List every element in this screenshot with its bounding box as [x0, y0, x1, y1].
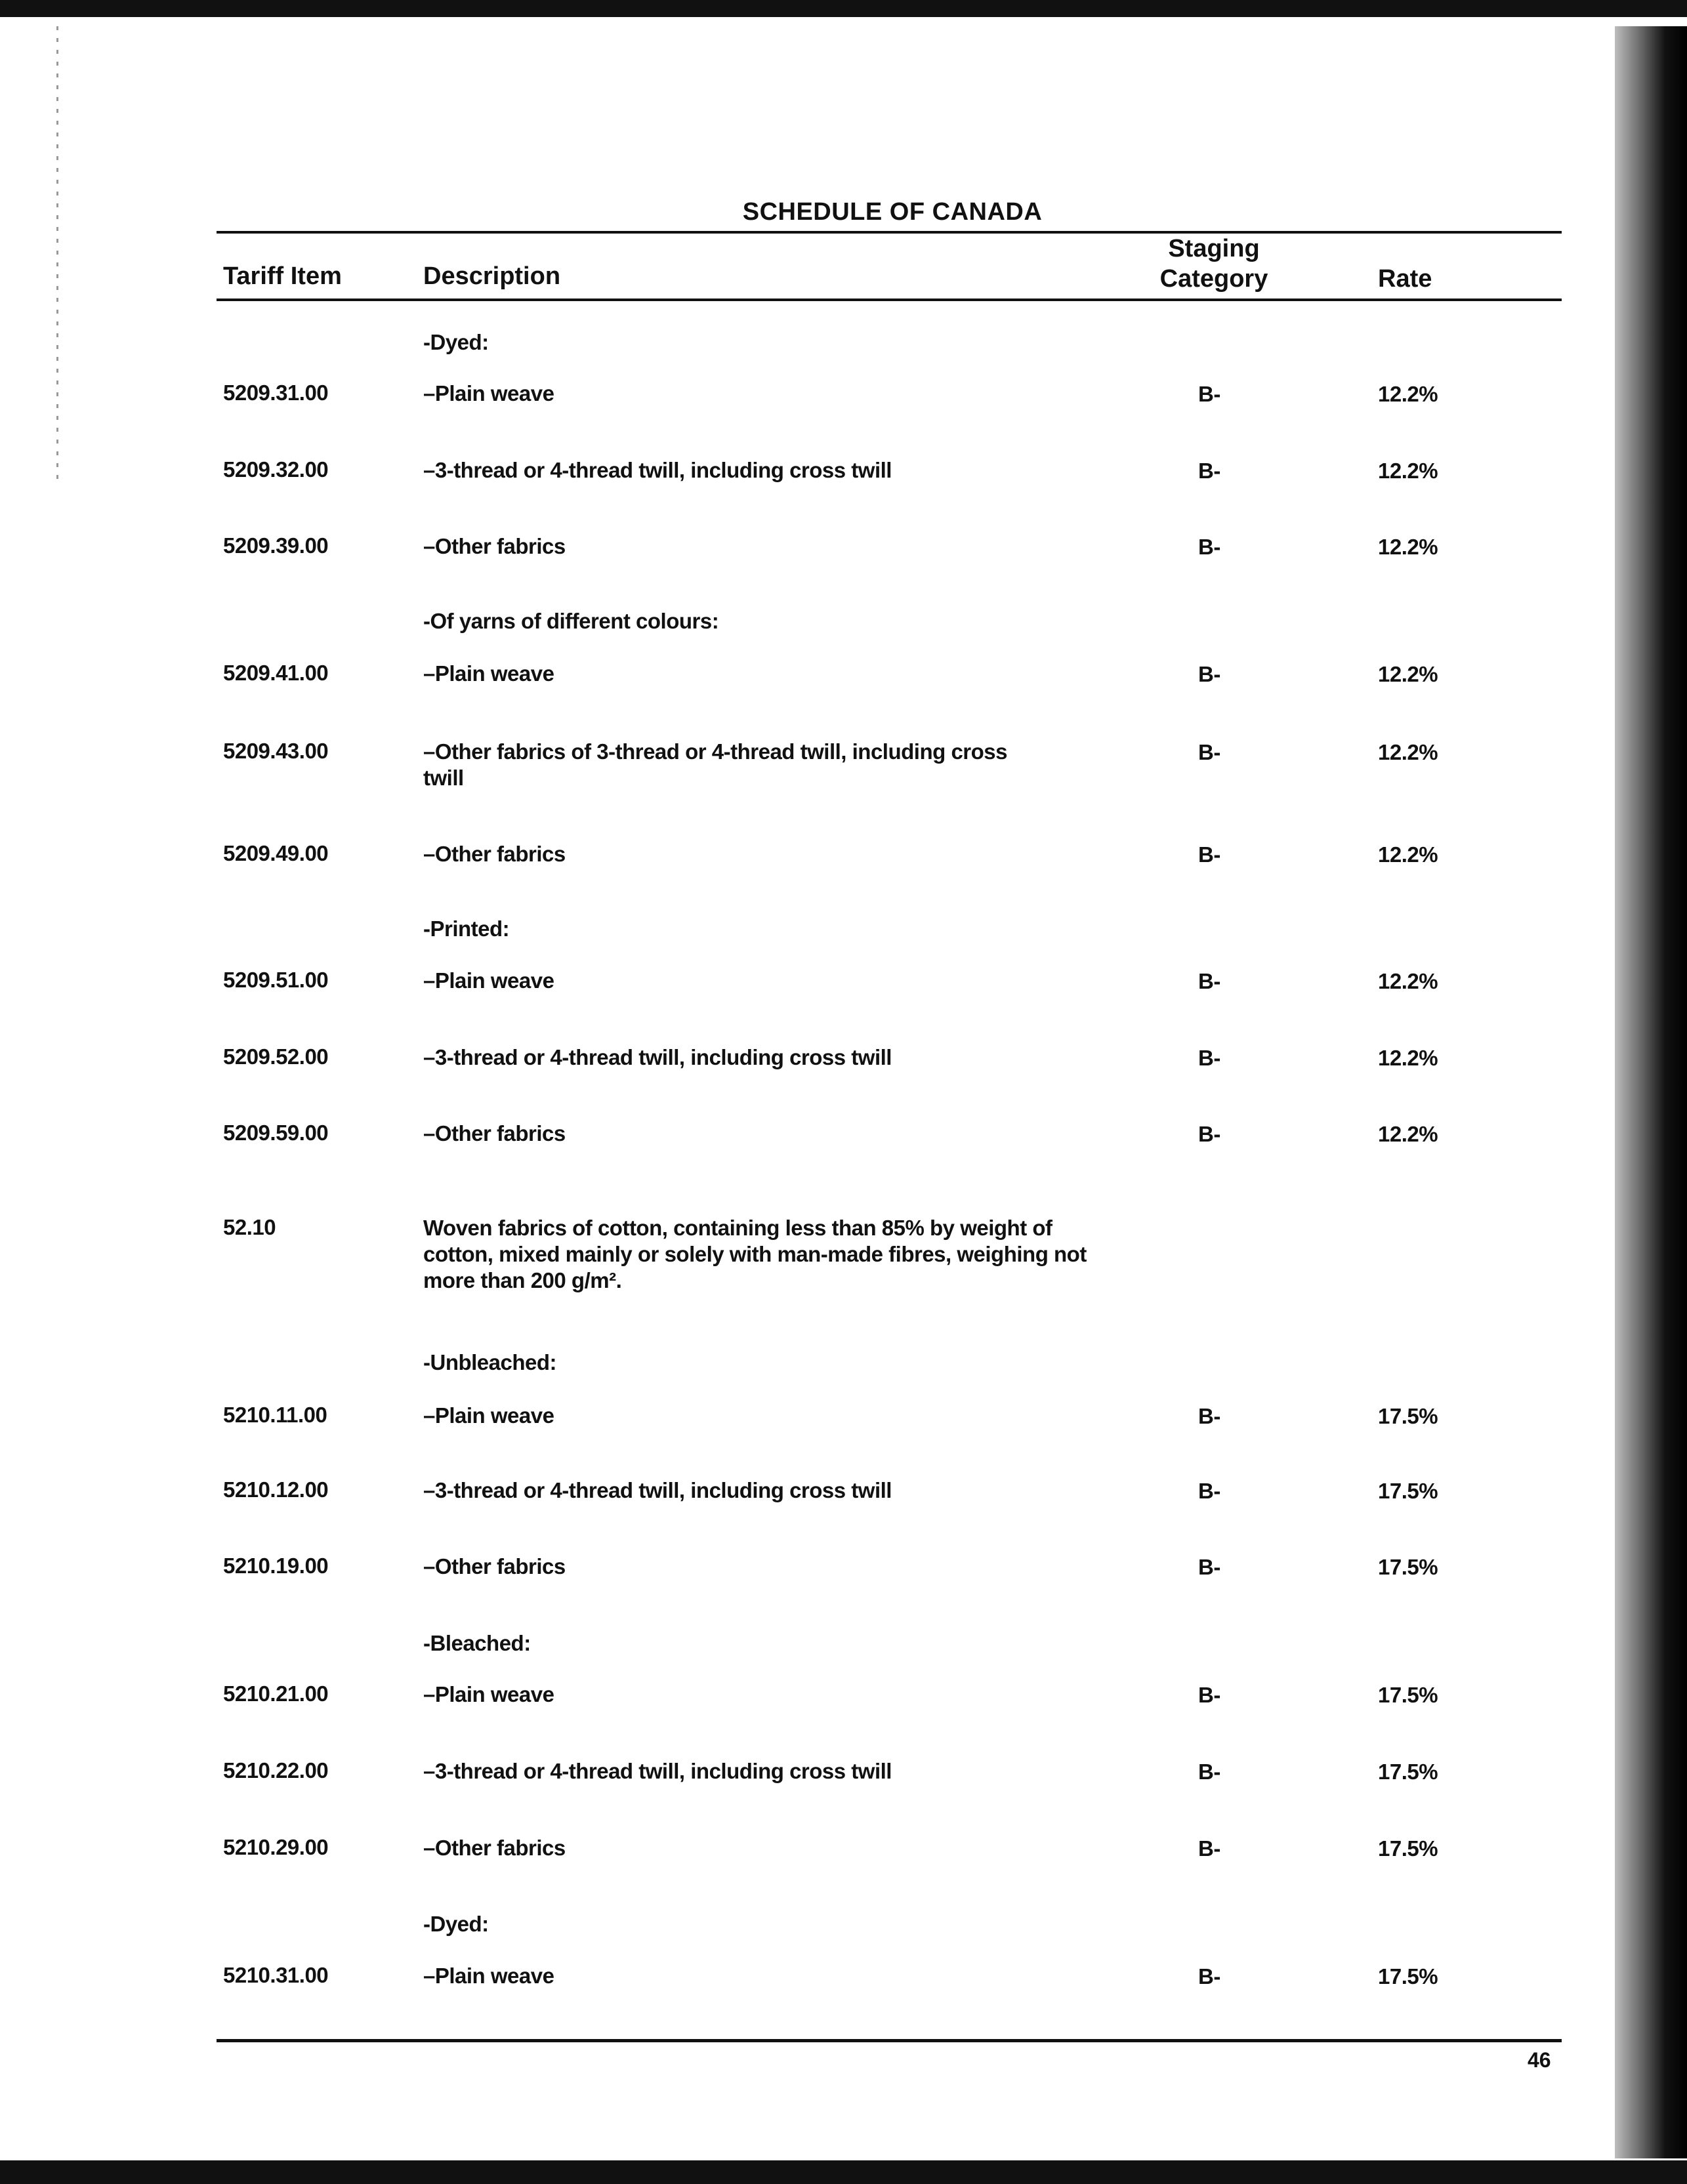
description-cell: –3-thread or 4-thread twill, including cross twill — [423, 1759, 892, 1783]
description-cell: –Other fabrics — [423, 534, 566, 558]
staging-category-cell: B- — [1198, 535, 1220, 559]
tariff-item-cell: 52.10 — [223, 1215, 276, 1239]
tariff-item-cell: 5209.31.00 — [223, 381, 329, 405]
column-header-rate: Rate — [1378, 265, 1432, 293]
tariff-item-cell: 5209.32.00 — [223, 457, 329, 482]
rate-cell: 12.2% — [1378, 842, 1438, 867]
rate-cell: 17.5% — [1378, 1836, 1438, 1861]
rate-cell: 17.5% — [1378, 1404, 1438, 1428]
title-rule — [217, 231, 1562, 234]
staging-category-cell: B- — [1198, 1964, 1220, 1988]
description-cell: –Plain weave — [423, 1682, 554, 1706]
tariff-item-cell: 5209.49.00 — [223, 841, 329, 865]
staging-category-cell: B- — [1198, 1404, 1220, 1428]
description-cell: –Plain weave — [423, 1403, 554, 1428]
rate-cell: 12.2% — [1378, 740, 1438, 764]
tariff-item-cell: 5209.59.00 — [223, 1121, 329, 1145]
tariff-item-cell: 5210.29.00 — [223, 1835, 329, 1859]
scan-border-top — [0, 0, 1687, 17]
staging-category-cell: B- — [1198, 1479, 1220, 1503]
description-cell: -Printed: — [423, 917, 510, 941]
tariff-item-cell: 5210.12.00 — [223, 1477, 329, 1502]
description-cell: -Unbleached: — [423, 1350, 557, 1374]
description-cell: -Dyed: — [423, 1912, 489, 1936]
tariff-item-cell: 5210.31.00 — [223, 1963, 329, 1987]
scan-border-bottom — [0, 2160, 1687, 2184]
staging-category-cell: B- — [1198, 740, 1220, 764]
staging-category-cell: B- — [1198, 1046, 1220, 1070]
description-cell: –3-thread or 4-thread twill, including cross twill — [423, 1478, 892, 1502]
staging-category-cell: B- — [1198, 969, 1220, 993]
description-cell: –Plain weave — [423, 1964, 554, 1988]
rate-cell: 12.2% — [1378, 1122, 1438, 1146]
rate-cell: 17.5% — [1378, 1479, 1438, 1503]
staging-category-cell: B- — [1198, 842, 1220, 867]
description-cell: –3-thread or 4-thread twill, including cross twill — [423, 458, 892, 482]
staging-category-cell: B- — [1198, 1683, 1220, 1707]
rate-cell: 12.2% — [1378, 969, 1438, 993]
column-header-staging-category — [1142, 234, 1286, 294]
tariff-item-cell: 5210.19.00 — [223, 1554, 329, 1578]
rate-cell: 12.2% — [1378, 382, 1438, 406]
tariff-item-cell: 5209.52.00 — [223, 1044, 329, 1069]
page-number: 46 — [1528, 2048, 1551, 2072]
tariff-item-cell: 5210.21.00 — [223, 1681, 329, 1706]
tariff-item-cell: 5209.41.00 — [223, 661, 329, 685]
rate-cell: 12.2% — [1378, 459, 1438, 483]
scan-border-left — [56, 26, 58, 485]
staging-category-cell: B- — [1198, 1122, 1220, 1146]
tariff-item-cell: 5209.43.00 — [223, 739, 329, 763]
description-cell: -Bleached: — [423, 1631, 531, 1655]
description-cell: -Dyed: — [423, 330, 489, 354]
tariff-item-cell: 5209.39.00 — [223, 533, 329, 558]
footer-rule — [217, 2039, 1562, 2042]
header-rule — [217, 299, 1562, 301]
description-cell: –Plain weave — [423, 381, 554, 405]
rate-cell: 12.2% — [1378, 535, 1438, 559]
tariff-item-cell: 5209.51.00 — [223, 968, 329, 992]
rate-cell: 17.5% — [1378, 1964, 1438, 1988]
description-cell: –Other fabrics of 3-thread or 4-thread twill, including cross twill — [423, 739, 1008, 790]
description-cell: Woven fabrics of cotton, containing less than 85% by weight of cotton, mixed mainly or solely with man-made fibres, weighing not more than 200 g/m². — [423, 1216, 1087, 1292]
description-cell: –3-thread or 4-thread twill, including cross twill — [423, 1045, 892, 1069]
document-title: SCHEDULE OF CANADA — [742, 198, 1043, 226]
rate-cell: 17.5% — [1378, 1683, 1438, 1707]
description-cell: –Plain weave — [423, 661, 554, 686]
staging-category-cell: B- — [1198, 382, 1220, 406]
tariff-item-cell: 5210.11.00 — [223, 1403, 327, 1427]
scan-border-right — [1615, 26, 1687, 2158]
description-cell: –Other fabrics — [423, 1121, 566, 1145]
description-cell: –Plain weave — [423, 968, 554, 993]
rate-cell: 17.5% — [1378, 1760, 1438, 1784]
description-cell: –Other fabrics — [423, 842, 566, 866]
staging-category-cell: B- — [1198, 662, 1220, 686]
staging-header-line-2: Category — [1159, 265, 1268, 293]
rate-cell: 12.2% — [1378, 1046, 1438, 1070]
description-cell: -Of yarns of different colours: — [423, 609, 719, 633]
rate-cell: 12.2% — [1378, 662, 1438, 686]
staging-category-cell: B- — [1198, 459, 1220, 483]
rate-cell: 17.5% — [1378, 1555, 1438, 1579]
staging-category-cell: B- — [1198, 1836, 1220, 1861]
staging-category-cell: B- — [1198, 1555, 1220, 1579]
description-cell: –Other fabrics — [423, 1836, 566, 1860]
column-header-tariff-item: Tariff Item — [223, 262, 342, 290]
staging-header-line-1: Staging — [1168, 235, 1260, 262]
staging-category-cell: B- — [1198, 1760, 1220, 1784]
description-cell: –Other fabrics — [423, 1554, 566, 1578]
column-header-description: Description — [423, 262, 561, 290]
tariff-item-cell: 5210.22.00 — [223, 1758, 329, 1782]
